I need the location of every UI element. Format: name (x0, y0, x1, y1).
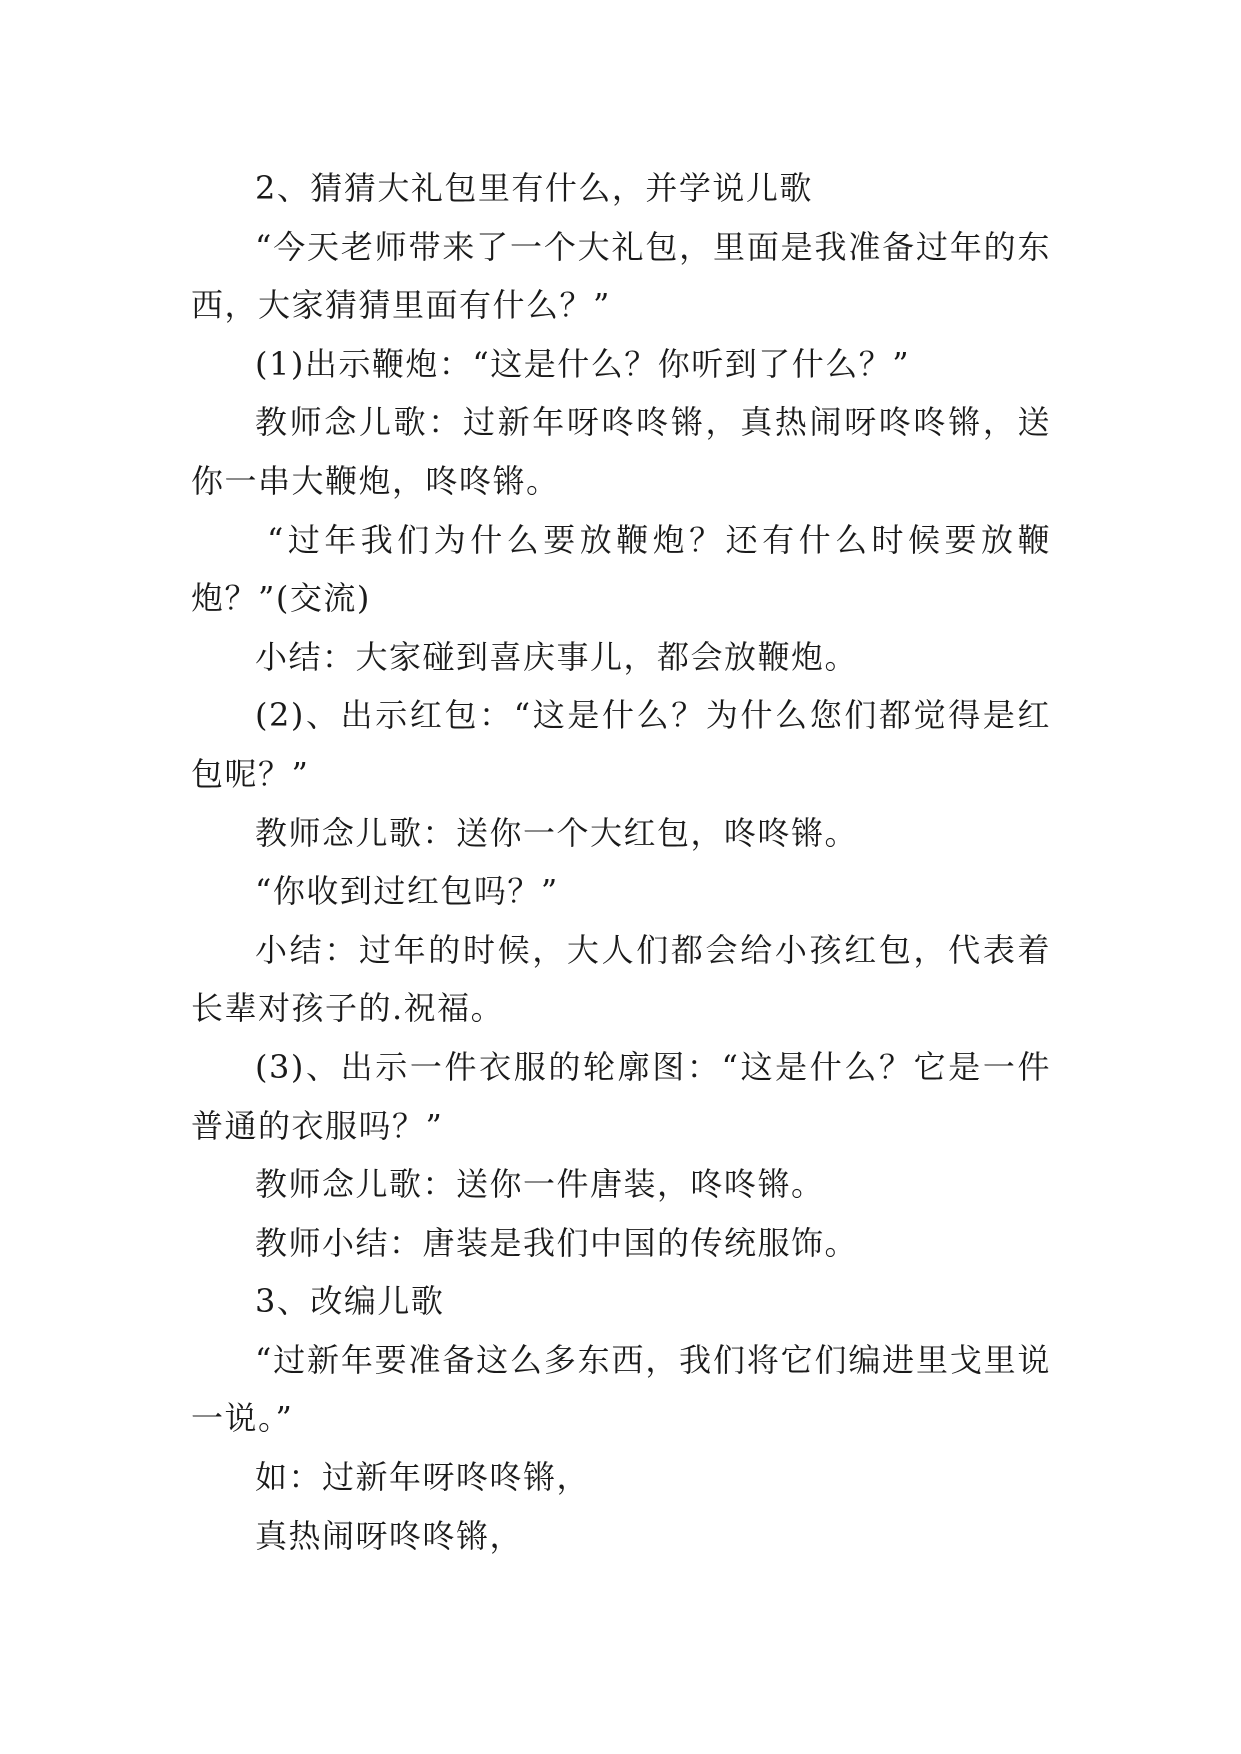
paragraph: 教师念儿歌：送你一个大红包，咚咚锵。 (255, 813, 859, 852)
paragraph: “今天老师带来了一个大礼包，里面是我准备过年的东西，大家猜猜里面有什么？” (191, 227, 1051, 325)
paragraph: (1)出示鞭炮：“这是什么？你听到了什么？” (255, 344, 911, 383)
paragraph: 真热闹呀咚咚锵， (255, 1516, 524, 1555)
section-heading-3: 3、改编儿歌 (255, 1282, 445, 1321)
document-body (191, 159, 1051, 1565)
section-heading-2: 2、猜猜大礼包里有什么，并学说儿歌 (255, 169, 813, 207)
paragraph: 教师小结：唐装是我们中国的传统服饰。 (255, 1223, 859, 1262)
paragraph: 教师念儿歌：过新年呀咚咚锵，真热闹呀咚咚锵，送你一串大鞭炮，咚咚锵。 (191, 403, 1051, 500)
paragraph: “你收到过红包吗？” (255, 872, 559, 911)
paragraph: 小结：过年的时候，大人们都会给小孩红包，代表着长辈对孩子的.祝福。 (191, 930, 1051, 1028)
paragraph: “过年我们为什么要放鞭炮？还有什么时候要放鞭炮？”(交流) (191, 520, 1051, 618)
paragraph: “过新年要准备这么多东西，我们将它们编进里戈里说一说。” (191, 1340, 1051, 1438)
paragraph: (2)、出示红包：“这是什么？为什么您们都觉得是红包呢？” (191, 696, 1051, 793)
paragraph: 如：过新年呀咚咚锵， (255, 1458, 591, 1497)
paragraph: 小结：大家碰到喜庆事儿，都会放鞭炮。 (255, 637, 859, 676)
paragraph: (3)、出示一件衣服的轮廓图：“这是什么？它是一件普通的衣服吗？” (191, 1047, 1051, 1145)
paragraph: 教师念儿歌：送你一件唐装，咚咚锵。 (255, 1165, 825, 1204)
